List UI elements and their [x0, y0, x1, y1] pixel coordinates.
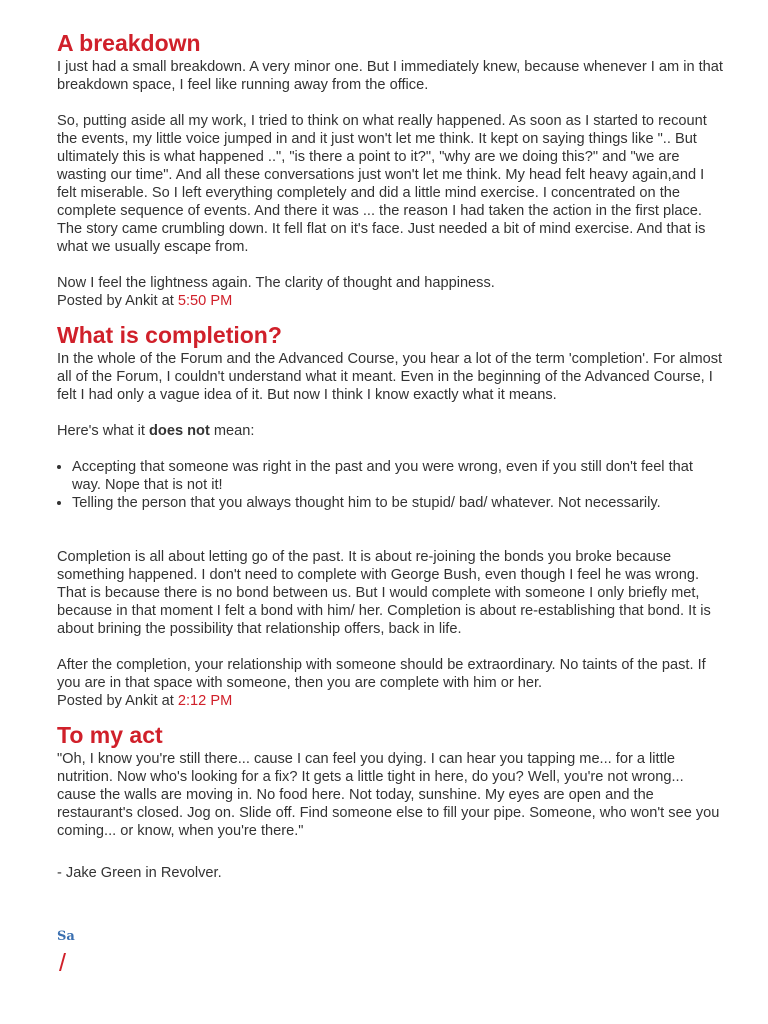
posted-by-label: Posted by Ankit at [57, 293, 178, 309]
post-title[interactable]: To my act [57, 722, 163, 748]
post-title[interactable]: What is completion? [57, 322, 282, 348]
post-paragraph: After the completion, your relationship with someone should be extraordinary. No taints of the past. If you are in that space with someone, then you are complete with him or her. [57, 657, 706, 691]
slash-logo-icon [57, 952, 67, 972]
post-breakdown [57, 28, 725, 310]
post-paragraph: Completion is all about letting go of the past. It is about re-joining the bonds you broke because something happened. I don't need to complete with George Bush, even though I feel he was wrong. That is because there is no bond between us. But I would complete with someone I only briefly met, because in that moment I felt a bond with him/ her. Completion is about re-establishing that bond. It is about brining the possibility that relationship offers, back in life. [57, 549, 711, 637]
list-item: • Telling the person that you always thought him to be stupid/ bad/ whatever. Not necessarily. [72, 494, 725, 512]
post-paragraph: So, putting aside all my work, I tried to think on what really happened. As soon as I started to recount the events, my little voice jumped in and it just won't let me think. It kept on saying things like ".. But ultimately this is what happened ..", "is there a point to it?", "why are we doing this?" and "we are wasting our time". And all these conversations just won't let me think. My head felt heavy again,and I felt miserable. So I left everything completely and did a little mind exercise. I concentrated on the complete sequence of events. And there it was ... the reason I had taken the action in the first place. The story came crumbling down. It fell flat on it's face. Just needed a bit of mind exercise. And that is what we usually escape from. [57, 113, 707, 255]
posted-by-label: Posted by Ankit at [57, 693, 178, 709]
post-paragraph: I just had a small breakdown. A very minor one. But I immediately knew, because whenever I am in that breakdown space, I feel like running away from the office. [57, 59, 723, 93]
here-suffix: mean: [209, 423, 255, 439]
bullet-list [57, 458, 725, 512]
blog-content [57, 28, 725, 892]
post-title[interactable]: A breakdown [57, 30, 201, 56]
post-attribution: - Jake Green in Revolver. [57, 865, 222, 881]
brand-logo: Sa [57, 929, 75, 944]
post-to-my-act [57, 720, 725, 882]
post-completion [57, 320, 725, 710]
post-footer [57, 292, 725, 310]
post-timestamp-link[interactable]: 2:12 PM [177, 693, 233, 709]
post-timestamp-link[interactable]: 5:50 PM [177, 293, 233, 309]
post-paragraph: Now I feel the lightness again. The clarity of thought and happiness. [57, 275, 495, 291]
post-quote: "Oh, I know you're still there... cause I can feel you dying. I can hear you tapping me... for a little nutrition. Now who's looking for a fix? It gets a little tight in here, do you? Well, you're not wrong... cause the walls are moving in. No food here. Not today, sunshine. My eyes are open and the restaurant's closed. Jog on. Slide off. Find someone else to fill your pipe. Someone, who won't see you coming... or know, when you're there." [57, 751, 720, 839]
post-paragraph [57, 422, 725, 440]
here-prefix: Here's what it [57, 423, 150, 439]
list-item: • Accepting that someone was right in the past and you were wrong, even if you still don't feel that way. Nope that is not it! [72, 458, 725, 494]
post-footer [57, 692, 725, 710]
here-bold: does not [149, 423, 210, 439]
post-paragraph: In the whole of the Forum and the Advanced Course, you hear a lot of the term 'completion'. For almost all of the Forum, I couldn't understand what it meant. Even in the beginning of the Advanced Course, I felt I had only a vague idea of it. But now I think I know exactly what it means. [57, 351, 723, 403]
